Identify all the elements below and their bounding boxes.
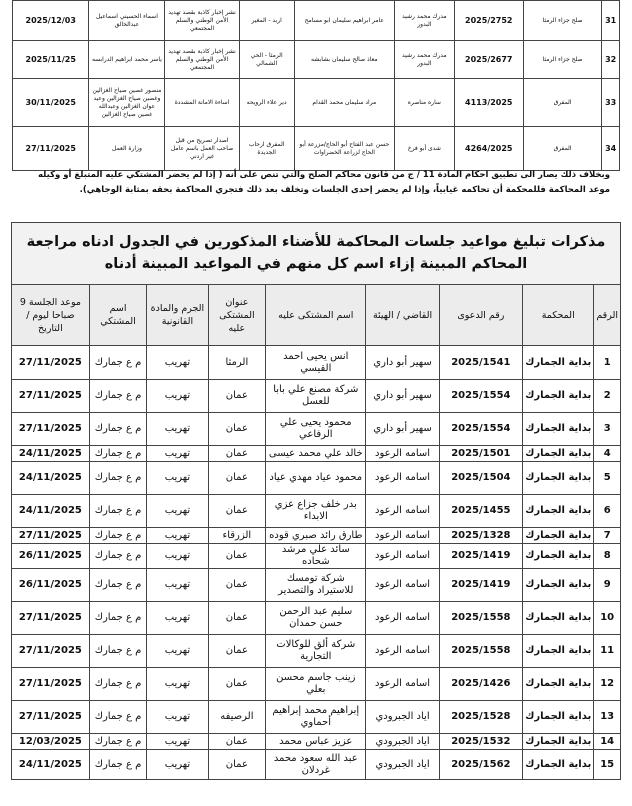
table-row bbox=[12, 380, 621, 413]
row-number: 10 bbox=[594, 602, 621, 635]
case-number-cell: 2025/1419 bbox=[439, 544, 522, 569]
date-cell: 2025/11/25 bbox=[13, 41, 89, 79]
defendant-cell: حسن عبد الفتاح أبو الحاج/مزرعة أبو الحاج لزراعة الخضراوات bbox=[294, 127, 394, 171]
court-cell: بداية الجمارك bbox=[523, 346, 594, 380]
crime-cell: تهريب bbox=[147, 380, 208, 413]
address-cell: عمان bbox=[208, 635, 266, 668]
crime-cell: تهريب bbox=[147, 734, 208, 750]
plaintiff-cell: م ع جمارك bbox=[89, 446, 147, 462]
defendant-cell: محمود عياد مهدي عياد bbox=[266, 462, 366, 495]
plaintiff-cell: م ع جمارك bbox=[89, 734, 147, 750]
address-cell: عمان bbox=[208, 380, 266, 413]
header-no: الرقم bbox=[594, 285, 621, 346]
case-number-cell: 2025/1426 bbox=[439, 668, 522, 701]
plaintiff-cell: م ع جمارك bbox=[89, 495, 147, 528]
date-cell: 24/11/2025 bbox=[12, 495, 90, 528]
plaintiff-cell: م ع جمارك bbox=[89, 462, 147, 495]
header-court: المحكمة bbox=[523, 285, 594, 346]
judge-cell: اياد الجبرودي bbox=[366, 750, 439, 780]
defendant-cell: سائد علي مرشد شحاده bbox=[266, 544, 366, 569]
date-cell: 24/11/2025 bbox=[12, 446, 90, 462]
judge-cell: اسامه الرعود bbox=[366, 544, 439, 569]
judge-cell: سهير أبو داري bbox=[366, 413, 439, 446]
table-row bbox=[12, 635, 621, 668]
table-row bbox=[12, 346, 621, 380]
address-cell: عمان bbox=[208, 462, 266, 495]
case-number-cell: 2025/2752 bbox=[454, 1, 523, 41]
plaintiff-cell: م ع جمارك bbox=[89, 602, 147, 635]
table-row bbox=[12, 495, 621, 528]
plaintiff-cell: م ع جمارك bbox=[89, 701, 147, 734]
court-cell: بداية الجمارك bbox=[523, 446, 594, 462]
court-cell: بداية الجمارك bbox=[523, 750, 594, 780]
date-cell: 27/11/2025 bbox=[13, 127, 89, 171]
defendant-cell: زينب جاسم محسن بعلي bbox=[266, 668, 366, 701]
court-cell: بداية الجمارك bbox=[523, 528, 594, 544]
address-cell: عمان bbox=[208, 734, 266, 750]
table-row bbox=[13, 79, 620, 127]
plaintiff-cell: ياسر محمد ابراهيم الدرابسه bbox=[89, 41, 165, 79]
row-number: 14 bbox=[594, 734, 621, 750]
plaintiff-cell: م ع جمارك bbox=[89, 528, 147, 544]
address-cell: عمان bbox=[208, 750, 266, 780]
case-number-cell: 2025/1541 bbox=[439, 346, 522, 380]
address-cell: عمان bbox=[208, 602, 266, 635]
date-cell: 27/11/2025 bbox=[12, 380, 90, 413]
legal-note: وبخلاف ذلك يصار الى تطبيق احكام المادة 11 / ج من قانون محاكم الصلح والتي تنص على أنه ( إذا لم يحضر المشتكي عليه المتبلغ أو وكيله موعد المحاكمة فللمحكمة أن تحاكمه غيابياً، وإذا لم يحضر إحدى الجلسات وتخلف بعد ذلك فتجري المحاكمة بحقه بمثابة الوجاهي). bbox=[37, 170, 610, 195]
row-number: 11 bbox=[594, 635, 621, 668]
row-number: 6 bbox=[594, 495, 621, 528]
judge-cell: مدرك محمد رشيد البدور bbox=[394, 41, 454, 79]
case-number-cell: 2025/1528 bbox=[439, 701, 522, 734]
row-number: 4 bbox=[594, 446, 621, 462]
court-cell: بداية الجمارك bbox=[523, 380, 594, 413]
court-cell: بداية الجمارك bbox=[523, 413, 594, 446]
address-cell: اربد - المغير bbox=[239, 1, 294, 41]
date-cell: 27/11/2025 bbox=[12, 602, 90, 635]
plaintiff-cell: م ع جمارك bbox=[89, 544, 147, 569]
address-cell: الرمثا bbox=[208, 346, 266, 380]
plaintiff-cell: منصور غصين صياح الغزالين وغصين صياح الغزالين وعيد عوان الغزالين وعبدالله غصين صياح الغزالين bbox=[89, 79, 165, 127]
date-cell: 27/11/2025 bbox=[12, 701, 90, 734]
crime-cell: تهريب bbox=[147, 495, 208, 528]
defendant-cell: شركة ألق للوكالات التجارية bbox=[266, 635, 366, 668]
crime-cell: تهريب bbox=[147, 701, 208, 734]
crime-cell: نشر إخبار كاذبة بقصد تهديد الأمن الوطني والسلم المجتمعي bbox=[165, 41, 239, 79]
case-number-cell: 4113/2025 bbox=[454, 79, 523, 127]
case-number-cell: 2025/1558 bbox=[439, 635, 522, 668]
header-defendant: اسم المشتكى عليه bbox=[266, 285, 366, 346]
court-cell: بداية الجمارك bbox=[523, 462, 594, 495]
defendant-cell: سليم عبد الرحمن حسن حمدان bbox=[266, 602, 366, 635]
case-number-cell: 2025/1562 bbox=[439, 750, 522, 780]
judge-cell: ساره مناصره bbox=[394, 79, 454, 127]
row-number: 8 bbox=[594, 544, 621, 569]
row-number: 13 bbox=[594, 701, 621, 734]
table-row bbox=[12, 602, 621, 635]
crime-cell: تهريب bbox=[147, 528, 208, 544]
address-cell: عمان bbox=[208, 544, 266, 569]
judge-cell: اسامه الرعود bbox=[366, 528, 439, 544]
crime-cell: نشر إخبار كاذبة بقصد تهديد الأمن الوطني والسلم المجتمعي bbox=[165, 1, 239, 41]
court-cell: المفرق bbox=[523, 127, 601, 171]
crime-cell: تهريب bbox=[147, 544, 208, 569]
address-cell: عمان bbox=[208, 446, 266, 462]
plaintiff-cell: م ع جمارك bbox=[89, 380, 147, 413]
case-number-cell: 2025/1504 bbox=[439, 462, 522, 495]
crime-cell: تهريب bbox=[147, 346, 208, 380]
hearing-schedule-table bbox=[11, 284, 621, 780]
table-header-row bbox=[12, 285, 621, 346]
header-case-number: رقم الدعوى bbox=[439, 285, 522, 346]
court-cell: صلح جزاء الرمثا bbox=[523, 1, 601, 41]
address-cell: دير علاء الرويحه bbox=[239, 79, 294, 127]
crime-cell: تهريب bbox=[147, 750, 208, 780]
date-cell: 27/11/2025 bbox=[12, 635, 90, 668]
row-number: 34 bbox=[602, 127, 620, 171]
date-cell: 27/11/2025 bbox=[12, 528, 90, 544]
case-number-cell: 2025/1554 bbox=[439, 380, 522, 413]
case-number-cell: 2025/1532 bbox=[439, 734, 522, 750]
date-cell: 2025/12/03 bbox=[13, 1, 89, 41]
date-cell: 26/11/2025 bbox=[12, 569, 90, 602]
address-cell: عمان bbox=[208, 413, 266, 446]
header-plaintiff: اسم المشتكي bbox=[89, 285, 147, 346]
court-cell: بداية الجمارك bbox=[523, 569, 594, 602]
judge-cell: اسامه الرعود bbox=[366, 635, 439, 668]
crime-cell: تهريب bbox=[147, 635, 208, 668]
plaintiff-cell: م ع جمارك bbox=[89, 346, 147, 380]
table-row bbox=[13, 41, 620, 79]
judge-cell: اسامه الرعود bbox=[366, 462, 439, 495]
plaintiff-cell: م ع جمارك bbox=[89, 569, 147, 602]
table-row bbox=[12, 569, 621, 602]
address-cell: الزرقاء bbox=[208, 528, 266, 544]
defendant-cell: شركة تومسك للاستيراد والتصدير bbox=[266, 569, 366, 602]
header-date: موعد الجلسة 9 صباحا ليوم / التاريخ bbox=[12, 285, 90, 346]
header-address: عنوان المشتكى عليه bbox=[208, 285, 266, 346]
judge-cell: سهير أبو داري bbox=[366, 380, 439, 413]
table-row bbox=[12, 544, 621, 569]
date-cell: 27/11/2025 bbox=[12, 413, 90, 446]
defendant-cell: عبد الله سعود محمد غردلان bbox=[266, 750, 366, 780]
address-cell: المفرق ارحاب الجديدة bbox=[239, 127, 294, 171]
judge-cell: اسامه الرعود bbox=[366, 446, 439, 462]
court-cell: المفرق bbox=[523, 79, 601, 127]
crime-cell: تهريب bbox=[147, 602, 208, 635]
case-number-cell: 2025/1554 bbox=[439, 413, 522, 446]
crime-cell: تهريب bbox=[147, 413, 208, 446]
crime-cell: اصدار تصريح من قبل صاحب العمل باسم عامل غير اردني bbox=[165, 127, 239, 171]
judge-cell: اسامه الرعود bbox=[366, 668, 439, 701]
crime-cell: تهريب bbox=[147, 668, 208, 701]
date-cell: 12/03/2025 bbox=[12, 734, 90, 750]
court-cell: صلح جزاء الرمثا bbox=[523, 41, 601, 79]
table-row bbox=[13, 1, 620, 41]
address-cell: عمان bbox=[208, 495, 266, 528]
table-row bbox=[12, 462, 621, 495]
row-number: 3 bbox=[594, 413, 621, 446]
case-number-cell: 4264/2025 bbox=[454, 127, 523, 171]
judge-cell: اياد الجبرودي bbox=[366, 701, 439, 734]
table-row bbox=[12, 668, 621, 701]
court-cell: بداية الجمارك bbox=[523, 495, 594, 528]
row-number: 5 bbox=[594, 462, 621, 495]
plaintiff-cell: وزارة العمل bbox=[89, 127, 165, 171]
defendant-cell: شركة مصنع علي بابا للعسل bbox=[266, 380, 366, 413]
date-cell: 24/11/2025 bbox=[12, 462, 90, 495]
row-number: 32 bbox=[602, 41, 620, 79]
plaintiff-cell: م ع جمارك bbox=[89, 668, 147, 701]
row-number: 7 bbox=[594, 528, 621, 544]
table-row bbox=[12, 734, 621, 750]
judge-cell: سهير أبو داري bbox=[366, 346, 439, 380]
table-row bbox=[12, 528, 621, 544]
defendant-cell: عامر ابراهيم سليمان ابو مسامح bbox=[294, 1, 394, 41]
date-cell: 27/11/2025 bbox=[12, 346, 90, 380]
row-number: 33 bbox=[602, 79, 620, 127]
date-cell: 30/11/2025 bbox=[13, 79, 89, 127]
plaintiff-cell: اسماء الحسيني اسماعيل عبدالخالق bbox=[89, 1, 165, 41]
row-number: 1 bbox=[594, 346, 621, 380]
judge-cell: اسامه الرعود bbox=[366, 569, 439, 602]
defendant-cell: بدر خلف جزاع عزي الابداء bbox=[266, 495, 366, 528]
case-number-cell: 2025/1419 bbox=[439, 569, 522, 602]
notice-title: مذكرات تبليغ مواعيد جلسات المحاكمة للأضناء المذكورين في الجدول ادناه مراجعة المحاكم المبينة إزاء اسم كل منهم في المواعيد المبينة أدناه bbox=[26, 234, 606, 272]
row-number: 31 bbox=[602, 1, 620, 41]
judge-cell: اسامه الرعود bbox=[366, 495, 439, 528]
defendant-cell: انس يحيى احمد القيسي bbox=[266, 346, 366, 380]
crime-cell: تهريب bbox=[147, 462, 208, 495]
defendant-cell: مراد سليمان محمد القدام bbox=[294, 79, 394, 127]
defendant-cell: إبراهيم محمد إبراهيم أحماوي bbox=[266, 701, 366, 734]
case-number-cell: 2025/1558 bbox=[439, 602, 522, 635]
plaintiff-cell: م ع جمارك bbox=[89, 413, 147, 446]
case-number-cell: 2025/1328 bbox=[439, 528, 522, 544]
court-cell: بداية الجمارك bbox=[523, 544, 594, 569]
table-row bbox=[12, 446, 621, 462]
crime-cell: تهريب bbox=[147, 569, 208, 602]
defendant-cell: معاذ صالح سليمان بشابشه bbox=[294, 41, 394, 79]
previous-cases-table bbox=[12, 0, 620, 171]
court-cell: بداية الجمارك bbox=[523, 602, 594, 635]
court-cell: بداية الجمارك bbox=[523, 635, 594, 668]
judge-cell: شدى أبو فرخ bbox=[394, 127, 454, 171]
header-judge: القاضي / الهيئة bbox=[366, 285, 439, 346]
crime-cell: اساءة الامانة المشددة bbox=[165, 79, 239, 127]
address-cell: الرمثا - الحي الشمالي bbox=[239, 41, 294, 79]
judge-cell: اسامه الرعود bbox=[366, 602, 439, 635]
judge-cell: اياد الجبرودي bbox=[366, 734, 439, 750]
defendant-cell: طارق رائد صبري قوده bbox=[266, 528, 366, 544]
court-cell: بداية الجمارك bbox=[523, 701, 594, 734]
date-cell: 27/11/2025 bbox=[12, 668, 90, 701]
plaintiff-cell: م ع جمارك bbox=[89, 750, 147, 780]
row-number: 9 bbox=[594, 569, 621, 602]
defendant-cell: محمود يحيى علي الرفاعي bbox=[266, 413, 366, 446]
crime-cell: تهريب bbox=[147, 446, 208, 462]
table-row bbox=[12, 750, 621, 780]
address-cell: عمان bbox=[208, 569, 266, 602]
row-number: 2 bbox=[594, 380, 621, 413]
case-number-cell: 2025/2677 bbox=[454, 41, 523, 79]
header-crime: الجرم والمادة القانونية bbox=[147, 285, 208, 346]
address-cell: الرصيفه bbox=[208, 701, 266, 734]
court-cell: بداية الجمارك bbox=[523, 734, 594, 750]
table-row bbox=[13, 127, 620, 171]
date-cell: 26/11/2025 bbox=[12, 544, 90, 569]
notice-header bbox=[11, 222, 621, 284]
court-cell: بداية الجمارك bbox=[523, 668, 594, 701]
defendant-cell: عزيز عباس محمد bbox=[266, 734, 366, 750]
judge-cell: مدرك محمد رشيد البدور bbox=[394, 1, 454, 41]
table-row bbox=[12, 413, 621, 446]
row-number: 12 bbox=[594, 668, 621, 701]
case-number-cell: 2025/1455 bbox=[439, 495, 522, 528]
defendant-cell: خالد علي محمد عيسى bbox=[266, 446, 366, 462]
case-number-cell: 2025/1501 bbox=[439, 446, 522, 462]
date-cell: 24/11/2025 bbox=[12, 750, 90, 780]
plaintiff-cell: م ع جمارك bbox=[89, 635, 147, 668]
table-row bbox=[12, 701, 621, 734]
row-number: 15 bbox=[594, 750, 621, 780]
address-cell: عمان bbox=[208, 668, 266, 701]
